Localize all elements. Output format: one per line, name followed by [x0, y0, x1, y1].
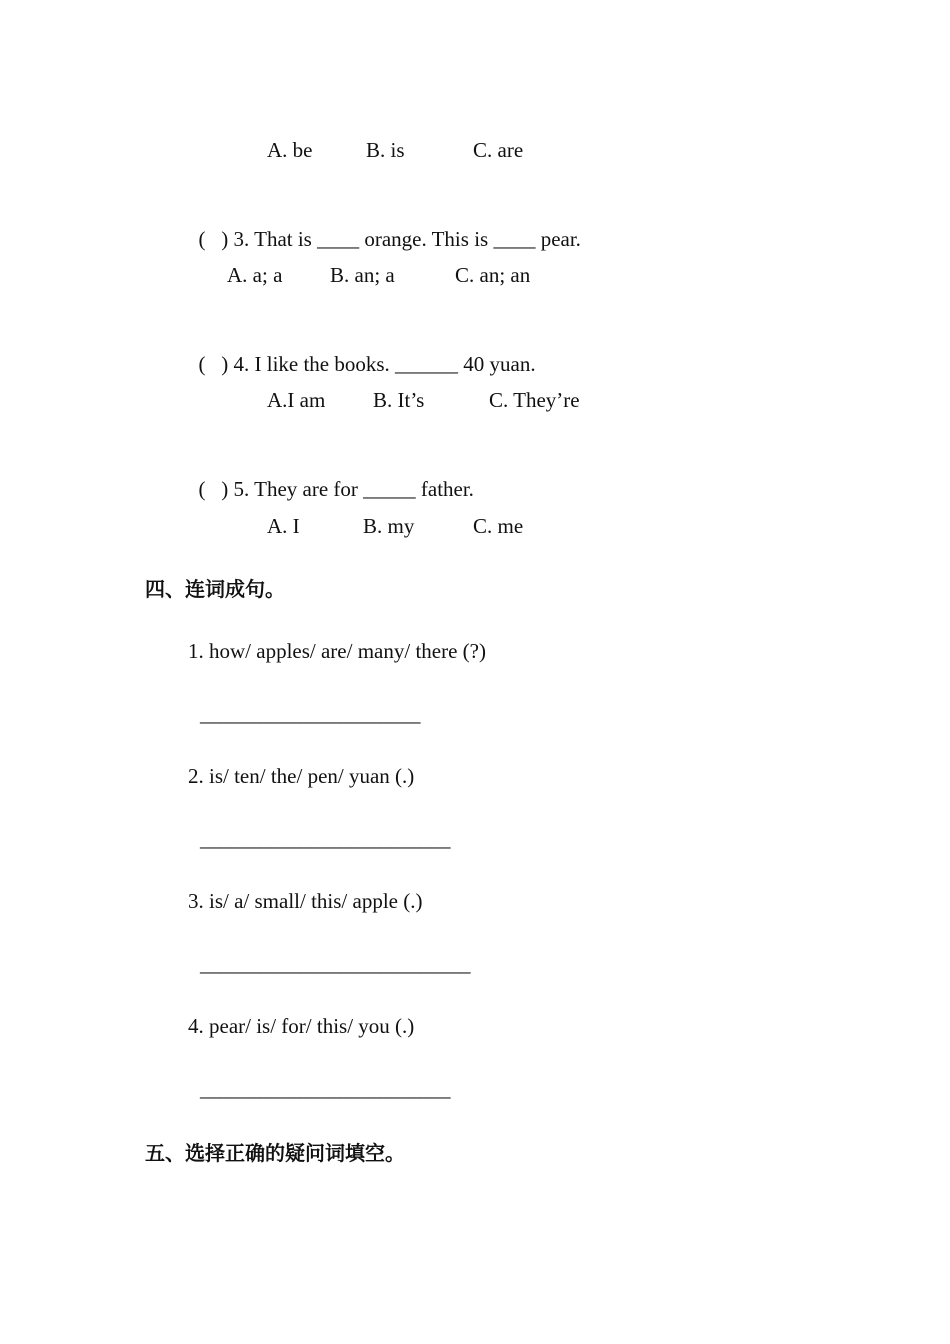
q3-option-a: A. a; a — [227, 263, 283, 287]
q2-option-a: A. be — [267, 138, 313, 162]
q4-option-b: B. It’s — [373, 388, 425, 412]
q3-option-b: B. an; a — [330, 263, 395, 287]
q3-text: ) 3. That is ____ orange. This is ____ pear. — [221, 227, 581, 251]
question-4 — [188, 325, 536, 377]
q4-option-c: C. They’re — [489, 388, 580, 412]
q2-option-c: C. are — [473, 138, 524, 162]
q3-option-c: C. an; an — [455, 263, 531, 287]
question-3 — [188, 200, 581, 252]
q5-text: ) 5. They are for _____ father. — [221, 477, 474, 501]
q5-option-c: C. me — [473, 514, 524, 538]
q5-paren: ( — [198, 477, 206, 501]
section-4-title: 四、连词成句。 — [145, 577, 285, 601]
s4-item-2: 2. is/ ten/ the/ pen/ yuan (.) — [188, 764, 415, 788]
question-5 — [188, 450, 474, 502]
s4-item-3: 3. is/ a/ small/ this/ apple (.) — [188, 889, 423, 913]
q4-paren: ( — [198, 352, 206, 376]
q2-option-b: B. is — [366, 138, 405, 162]
q5-option-a: A. I — [267, 514, 300, 538]
q4-option-a: A.I am — [267, 388, 326, 412]
s4-item-1: 1. how/ apples/ are/ many/ there (?) — [188, 639, 486, 663]
s4-answer-line-3[interactable]: ___________________________ — [200, 952, 470, 976]
q5-option-b: B. my — [363, 514, 415, 538]
q4-text: ) 4. I like the books. ______ 40 yuan. — [221, 352, 536, 376]
s4-answer-line-4[interactable]: _________________________ — [200, 1077, 450, 1101]
s4-item-4: 4. pear/ is/ for/ this/ you (.) — [188, 1014, 415, 1038]
q3-paren: ( — [198, 227, 206, 251]
s4-answer-line-2[interactable]: _________________________ — [200, 827, 450, 851]
section-5-title: 五、选择正确的疑问词填空。 — [145, 1141, 405, 1165]
s4-answer-line-1[interactable]: ______________________ — [200, 702, 420, 726]
